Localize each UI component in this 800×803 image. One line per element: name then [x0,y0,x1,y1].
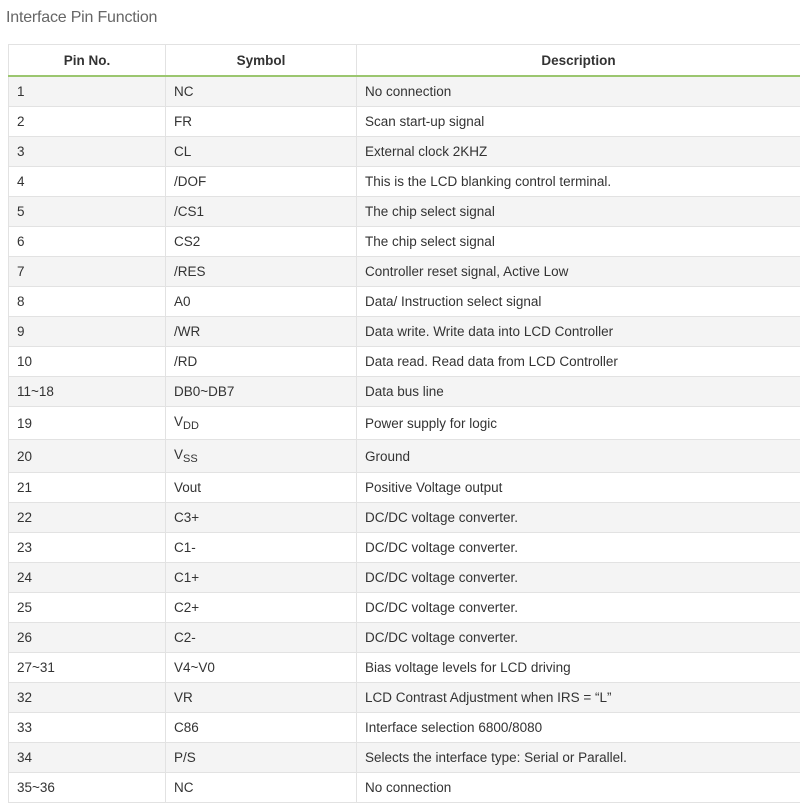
pin-number-cell: 21 [9,473,166,503]
header-symbol: Symbol [166,45,357,77]
table-row [9,563,800,593]
pin-number-cell: 1 [9,76,166,107]
description-cell: Ground [357,440,800,473]
table-row [9,593,800,623]
table-row [9,440,800,473]
table-row [9,503,800,533]
symbol-cell: C2- [166,623,357,653]
pin-number-cell: 24 [9,563,166,593]
description-cell: DC/DC voltage converter. [357,533,800,563]
description-cell: DC/DC voltage converter. [357,593,800,623]
symbol-cell: /WR [166,317,357,347]
table-row [9,623,800,653]
pin-number-cell: 19 [9,407,166,440]
pin-number-cell: 34 [9,743,166,773]
pin-number-cell: 9 [9,317,166,347]
table-row [9,137,800,167]
description-cell: LCD Contrast Adjustment when IRS = “L” [357,683,800,713]
table-row [9,533,800,563]
symbol-cell: DB0~DB7 [166,377,357,407]
table-row [9,377,800,407]
description-cell: Interface selection 6800/8080 [357,713,800,743]
header-description: Description [357,45,800,77]
symbol-cell: /RD [166,347,357,377]
symbol-cell: VR [166,683,357,713]
symbol-cell: C86 [166,713,357,743]
description-cell: DC/DC voltage converter. [357,623,800,653]
pin-number-cell: 23 [9,533,166,563]
table-row [9,773,800,803]
pin-number-cell: 3 [9,137,166,167]
description-cell: The chip select signal [357,197,800,227]
symbol-cell: Vout [166,473,357,503]
pin-function-table [8,44,800,803]
symbol-cell: C1- [166,533,357,563]
description-cell: DC/DC voltage converter. [357,503,800,533]
pin-number-cell: 20 [9,440,166,473]
table-row [9,347,800,377]
symbol-main: V [174,414,183,429]
description-cell: Power supply for logic [357,407,800,440]
symbol-cell: A0 [166,287,357,317]
table-row [9,473,800,503]
table-row [9,76,800,107]
symbol-cell: V4~V0 [166,653,357,683]
symbol-subscript: SS [183,453,198,465]
symbol-cell: FR [166,107,357,137]
description-cell: Data read. Read data from LCD Controller [357,347,800,377]
table-row [9,713,800,743]
description-cell: DC/DC voltage converter. [357,563,800,593]
table-row [9,257,800,287]
description-cell: External clock 2KHZ [357,137,800,167]
table-row [9,197,800,227]
symbol-subscript: DD [183,420,199,432]
pin-number-cell: 35~36 [9,773,166,803]
header-pin-no: Pin No. [9,45,166,77]
pin-number-cell: 25 [9,593,166,623]
pin-number-cell: 5 [9,197,166,227]
description-cell: No connection [357,773,800,803]
description-cell: Scan start-up signal [357,107,800,137]
pin-number-cell: 10 [9,347,166,377]
pin-number-cell: 33 [9,713,166,743]
description-cell: Positive Voltage output [357,473,800,503]
symbol-cell: NC [166,76,357,107]
symbol-cell [166,407,357,440]
pin-number-cell: 26 [9,623,166,653]
description-cell: The chip select signal [357,227,800,257]
table-row [9,317,800,347]
description-cell: Data/ Instruction select signal [357,287,800,317]
page-title: Interface Pin Function [6,9,157,27]
description-cell: Selects the interface type: Serial or Parallel. [357,743,800,773]
table-row [9,743,800,773]
pin-number-cell: 4 [9,167,166,197]
symbol-cell: NC [166,773,357,803]
pin-number-cell: 2 [9,107,166,137]
symbol-cell: P/S [166,743,357,773]
table-row [9,683,800,713]
table-row [9,653,800,683]
table-row [9,167,800,197]
pin-number-cell: 6 [9,227,166,257]
symbol-main: V [174,447,183,462]
description-cell: No connection [357,76,800,107]
table-row [9,227,800,257]
table-row [9,107,800,137]
description-cell: Controller reset signal, Active Low [357,257,800,287]
description-cell: Data write. Write data into LCD Controller [357,317,800,347]
pin-number-cell: 32 [9,683,166,713]
pin-number-cell: 8 [9,287,166,317]
pin-number-cell: 7 [9,257,166,287]
table-row [9,287,800,317]
symbol-cell: CS2 [166,227,357,257]
symbol-cell: /RES [166,257,357,287]
table-row [9,407,800,440]
pin-number-cell: 11~18 [9,377,166,407]
pin-number-cell: 22 [9,503,166,533]
symbol-cell: C3+ [166,503,357,533]
description-cell: Data bus line [357,377,800,407]
symbol-cell: CL [166,137,357,167]
symbol-cell: C1+ [166,563,357,593]
description-cell: Bias voltage levels for LCD driving [357,653,800,683]
description-cell: This is the LCD blanking control terminal. [357,167,800,197]
symbol-cell [166,440,357,473]
table-header-row [9,45,800,77]
symbol-cell: /CS1 [166,197,357,227]
pin-number-cell: 27~31 [9,653,166,683]
symbol-cell: /DOF [166,167,357,197]
symbol-cell: C2+ [166,593,357,623]
